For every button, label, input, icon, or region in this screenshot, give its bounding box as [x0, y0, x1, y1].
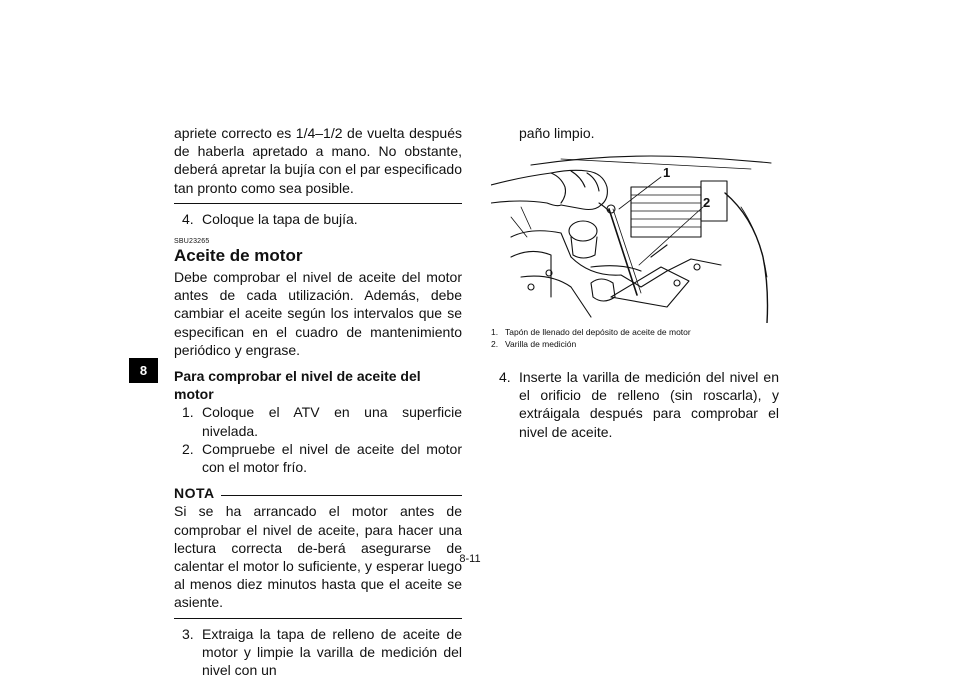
divider	[174, 203, 462, 204]
step-number: 4.	[499, 369, 511, 385]
right-column-top	[491, 124, 779, 142]
figure-caption	[491, 326, 781, 350]
step-item	[174, 625, 462, 679]
callout-2: 2	[703, 195, 711, 210]
caption-item	[491, 338, 781, 350]
right-column-bottom	[491, 368, 779, 441]
step-text: Extraiga la tapa de relleno de aceite de motor y limpie la varilla de medición del nivel con un	[202, 625, 462, 679]
engine-dipstick-illustration	[491, 147, 781, 323]
body-paragraph: Debe comprobar el nivel de aceite del motor antes de cada utilización. Además, debe cambiar el aceite según los intervalos que se especifican en el cuadro de mantenimiento periódico y engrase.	[174, 269, 462, 358]
step-number: 3.	[182, 625, 194, 642]
continuation-text: paño limpio.	[519, 125, 595, 141]
step-number: 1.	[182, 404, 194, 421]
divider	[174, 618, 462, 619]
step-text: Coloque la tapa de bujía.	[202, 210, 358, 227]
section-code: SBU23265	[174, 238, 210, 246]
caption-text: Varilla de medición	[505, 339, 577, 349]
intro-paragraph: apriete correcto es 1/4–1/2 de vuelta después de haberla apretado a mano. No obstante, deberá apretar la bujía con el par especificado tan pronto como sea posible.	[174, 125, 462, 196]
step-text: Inserte la varilla de medición del nivel en el orificio de relleno (sin roscarla), y extráigala después para comprobar el nivel de aceite.	[519, 369, 779, 440]
step-text: Compruebe el nivel de aceite del motor con el motor frío.	[202, 440, 462, 476]
section-tab: 8	[129, 358, 158, 383]
step-number: 4.	[182, 210, 194, 227]
step-text: Coloque el ATV en una superficie nivelada.	[202, 404, 462, 439]
step-number: 2.	[182, 440, 194, 457]
nota-label: NOTA	[174, 485, 215, 502]
step-item	[174, 403, 462, 439]
caption-number: 2.	[491, 339, 499, 349]
page-number: 8-11	[459, 553, 481, 565]
left-column	[174, 124, 462, 679]
section-title: Aceite de motor	[174, 246, 303, 266]
subheading: Para comprobar el nivel de aceite del motor	[174, 368, 421, 403]
step-item	[174, 440, 462, 476]
callout-1: 1	[663, 165, 671, 180]
nota-header	[174, 484, 462, 502]
caption-item	[491, 326, 781, 338]
nota-rule	[221, 495, 462, 496]
caption-text: Tapón de llenado del depósito de aceite de motor	[505, 327, 691, 337]
caption-number: 1.	[491, 327, 499, 337]
nota-text: Si se ha arrancado el motor antes de comprobar el nivel de aceite, para hacer una lectura correcta de-berá asegurarse de calentar el motor lo suficiente, y esperar luego al menos diez minutos hasta que el aceite se asiente.	[174, 503, 462, 611]
step-item	[174, 210, 462, 228]
step-item	[491, 368, 779, 441]
